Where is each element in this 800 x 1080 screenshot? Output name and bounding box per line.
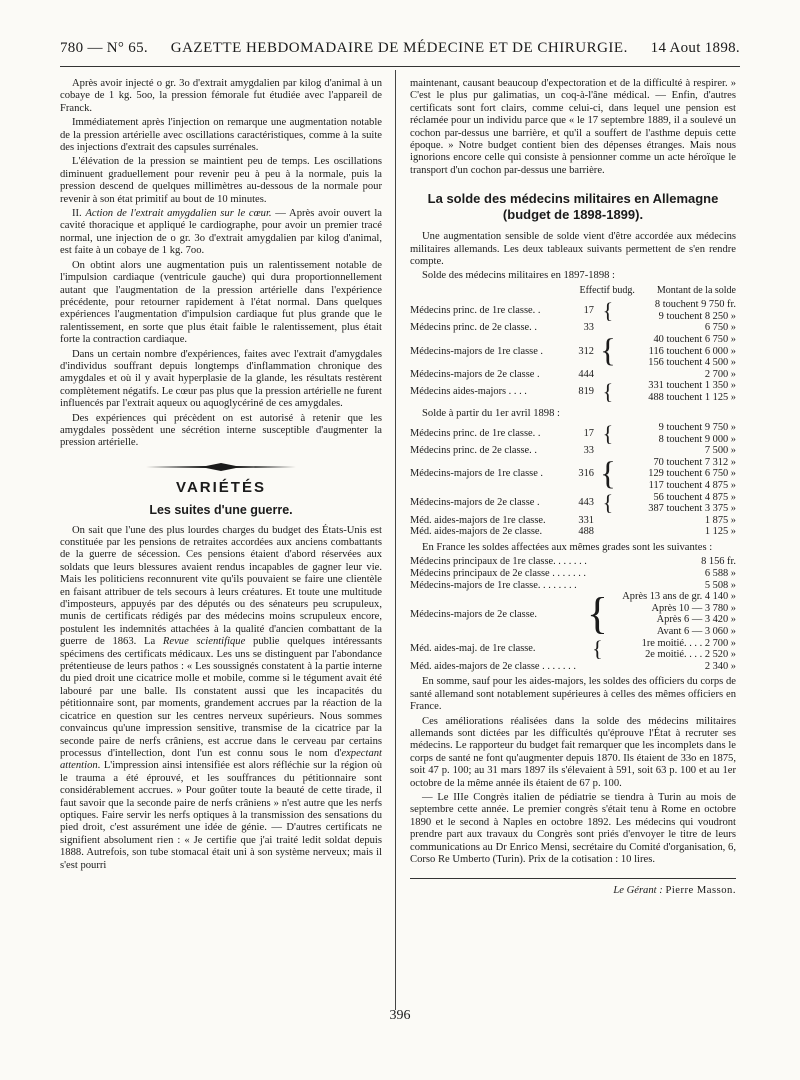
pay-amount: 1 125 » <box>704 526 736 538</box>
brace-glyph: { <box>602 297 614 323</box>
pay-amount: 8 156 fr. <box>701 556 736 568</box>
article-title: Les suites d'une guerre. <box>149 503 293 518</box>
pay-table-1898 <box>410 422 736 538</box>
article-text: publie quelques intéressants spécimens des certificats médicaux. Les uns se distinguent par l'abondance prétentieuse de leurs pathos : « Les soussignés constatent à la partie interne du pied droit une cicatrice molle et mobile, comme si le tégument avait été labouré par une balle. Ils constatent aussi que les incapacités du pétitionnaire sont, par moments, grandement accrues par la réaction de la cicatrice en question sur les centres nerveux supérieurs. Nous sommes convaincus qu'une impression sensitive, transmise de la cicatrice par la seconde paire de nerfs crâniens, est accrue dans le cerveau par certains processus d'intellection, dont l'un est connu sous le nom d' <box>60 636 382 759</box>
italic-term: expectant attention <box>60 747 382 772</box>
section-title: VARIÉTÉS <box>176 478 266 496</box>
pay-amount: Avant 6 — 3 060 » <box>656 625 736 637</box>
column-header-montant: Montant de la solde <box>656 284 736 296</box>
pay-amount: 1 875 » <box>704 514 736 526</box>
pay-amount: 6 750 » <box>704 322 736 334</box>
rank-label: Médecins-majors de 1re classe . <box>410 345 544 357</box>
rank-label: Médecins-majors de 2e classe . <box>410 497 540 509</box>
rank-label: Médecins princ. de 2e classe. . <box>410 322 537 334</box>
brace-glyph: { <box>592 636 603 662</box>
pay-table-france <box>410 556 736 672</box>
table-row <box>410 457 736 469</box>
header-date: 14 Aout 1898. <box>650 40 740 56</box>
pay-amount: 116 touchent 6 000 » <box>648 345 736 357</box>
table-row <box>410 661 736 673</box>
paragraph: Solde des médecins militaires en 1897-1898 : <box>422 270 616 282</box>
pay-amount: 9 touchent 8 250 » <box>658 310 736 322</box>
pay-amount: 1re moitié. . . . 2 700 » <box>641 637 736 649</box>
effectif-value: 17 <box>583 305 594 317</box>
rank-label: Médecins-majors de 2e classe. <box>410 608 537 620</box>
article-continuation: maintenant, causant beaucoup d'expectoration et de la difficulté à respirer. » C'est le plus pur galimatias, un coq-à-l'âne médical. — Enfin, d'autres certificats sont fort clairs, comme celui-ci, dans lequel une pension est réclamée pour un individu parce que « le 17 septembre 1889, il a soulevé un cochon par-dessus une barrière, et qu'il a souffert de l'asthme depuis cette époque. » Notre budget contient bien des dépenses étranges. Mais nous ignorions encore celle qui consiste à pensionner comme un acte héroïque le transport d'un cochon par-dessus une barrière. <box>410 78 736 176</box>
rank-label: Médecins principaux de 1re classe. . . . . . . <box>410 556 587 568</box>
gerant-signature <box>410 885 736 897</box>
paragraph: Une augmentation sensible de solde vient d'être accordée aux médecins militaires allemands. Les deux tableaux suivants permettent de s'en rendre compte. <box>410 231 736 268</box>
paragraph: Dans un certain nombre d'expériences, faites avec l'extrait d'amygdales d'individus souffrant depuis longtemps d'inflammation chronique des amygdales et où il y avait hyperplasie de la glande, les résultats restèrent complètement négatifs. Le cœur pas plus que la pression artérielle ne furent influencés par l'extrait aqueux ou aquoglycériné de ces amygdales. <box>60 348 382 410</box>
pay-amount: 129 touchent 6 750 » <box>648 468 736 480</box>
brace-glyph: { <box>602 490 614 516</box>
paragraph: — Le IIIe Congrès italien de pédiatrie se tiendra à Turin au mois de septembre cette année. Le premier congrès s'était tenu à Rome en octobre 1890 et le second à Naples en octobre 1892. Les médecins qui voudront prendre part aux travaux du Congrès sont priés d'envoyer le titre de leurs communications au Dr Enrico Mensi, secrétaire du Comité d'organisation, 6, Corso Re Umberto (Turin). Prix de la cotisation : 10 lires. <box>410 791 736 865</box>
rank-label: Médecins princ. de 1re classe. . <box>410 427 541 439</box>
closing-rule <box>410 878 736 879</box>
page-header <box>60 40 740 66</box>
article-text: On sait que l'une des plus lourdes charges du budget des États-Unis est constituée par les pensions de retraites accordées aux anciens combattants de la guerre de sécession. Ces pensions étaient d'abord réservées aux soldats que leurs blessures avaient rendus incapables de gagner leur vie. Mais les politiciens reconnurent vite qu'ils pouvaient se faire une clientèle en faisant attribuer de tels secours à leurs créatures. Et toute une multitude d'imposteurs, appuyés par des députés ou des sénateurs peu scrupuleux, munis de certificats rédigés par des médecins moins scrupuleux encore, postulent les indemnités attachées à la qualité d'ancien combattant de la guerre de 1863. La <box>60 524 382 648</box>
pay-amount: 2e moitié. . . . 2 520 » <box>645 649 736 661</box>
brace-glyph: { <box>602 379 614 405</box>
table-row <box>410 299 736 311</box>
section-number: II. <box>72 208 86 220</box>
pay-amount: Après 10 — 3 780 » <box>651 602 736 614</box>
paragraph: En somme, sauf pour les aides-majors, les soldes des officiers du corps de santé allemand sont notablement supérieures à celles des mêmes officiers en France. <box>410 676 736 713</box>
journal-name: Revue scientifique <box>162 636 246 648</box>
table-row <box>410 568 736 580</box>
rank-label: Médecins aides-majors . . . . <box>410 386 527 398</box>
brace-glyph: { <box>600 332 616 369</box>
column-divider <box>395 70 396 1010</box>
effectif-value: 331 <box>578 514 594 526</box>
pay-amount: 70 touchent 7 312 » <box>653 456 736 468</box>
pay-amount: 488 touchent 1 125 » <box>648 392 736 404</box>
paragraph-text: — Après avoir ouvert la cavité thoracique et appliqué le cardiographe, pour avoir un premier tracé normal, une injection de o gr. 3o d'extrait amygdalien par kilog d'animal, est faite à un cobaye de 1 kg. 7oo. <box>60 208 382 257</box>
rank-label: Médecins-majors de 1re classe. . . . . . . . <box>410 579 577 591</box>
brace-glyph: { <box>602 420 614 446</box>
article-paragraph <box>60 525 382 872</box>
effectif-value: 316 <box>578 468 594 480</box>
article-text: . L'impression ainsi intensifiée est alors réfléchie sur la région où le trauma a été éprouvé, et les souffrances du pétitionnaire sont considérablement accrues. » Pour goûter toute la beauté de cette tirade, il faut savoir que la seconde paire de nerfs crâniens » n'est autre que les nerfs optiques. Faire servir les nerfs optiques à la transmission des sensations du pied droit, c'est assurément une idée de génie. — D'autres certificats ne signifient absolument rien : « Je certifie que j'ai traité ledit soldat depuis 1888. Autrefois, son tube stomacal était uni à son système nerveux; mais il s'est pourri <box>60 760 382 871</box>
pay-amount: 8 touchent 9 750 fr. <box>654 299 736 311</box>
effectif-value: 17 <box>583 427 594 439</box>
effectif-value: 312 <box>578 345 594 357</box>
header-page-number: 780 — N° 65. <box>60 40 148 56</box>
pay-amount: 2 340 » <box>704 660 736 672</box>
rank-label: Médecins princ. de 2e classe. . <box>410 445 537 457</box>
table-row <box>410 515 736 527</box>
pay-amount: 8 touchent 9 000 » <box>658 433 736 445</box>
table-row <box>410 322 736 334</box>
rank-label: Méd. aides-majors de 2e classe. <box>410 526 543 538</box>
brace-glyph <box>587 568 608 580</box>
paragraph: Des expériences qui précèdent on est autorisé à retenir que les amygdales possèdent une sécrétion interne susceptible d'augmenter la pression artérielle. <box>60 412 382 449</box>
page-folio: 396 <box>389 1008 411 1023</box>
table-row <box>410 580 736 592</box>
rank-label: Médecins-majors de 1re classe . <box>410 468 544 480</box>
table-column-headers <box>410 285 736 297</box>
pay-table-1897 <box>410 299 736 403</box>
rank-label: Médecins principaux de 2e classe . . . . . . . <box>410 567 587 579</box>
pay-amount: 2 700 » <box>704 368 736 380</box>
pay-amount: 7 500 » <box>704 445 736 457</box>
gerant-name: Pierre Masson. <box>665 885 736 897</box>
column-header-effectif: Effectif budg. <box>579 284 635 296</box>
brace-glyph <box>600 526 616 538</box>
table-row <box>410 369 736 381</box>
pay-amount: 387 touchent 3 375 » <box>648 503 736 515</box>
paragraph: Immédiatement après l'injection on remarque une augmentation notable de la pression artérielle avec oscillations caractéristiques, comme à la suite des injections d'extrait des capsules surrénales. <box>60 117 382 154</box>
table-subheading: Solde à partir du 1er avril 1898 : <box>422 407 560 419</box>
paragraph: En France les soldes affectées aux mêmes grades sont les suivantes : <box>422 541 713 553</box>
paragraph: On obtint alors une augmentation puis un ralentissement notable de l'impulsion cardiaque (ventricule gauche) qui dura proportionnellement autant que l'augmentation de la pression artérielle dans l'expérience précédente, pour retourner rapidement à l'état normal. Dans quelques expériences l'augmentation d'impulsion cardiaque fut plus grande que le ralentissement, en sorte que plus était faible le ralentissement, plus était forte la contraction cardiaque. <box>60 259 382 346</box>
effectif-value: 33 <box>583 445 594 457</box>
header-rule <box>60 66 740 67</box>
table-row <box>410 526 736 538</box>
table-row <box>410 638 736 650</box>
gerant-label: Le Gérant : <box>613 885 666 897</box>
table-row <box>410 445 736 457</box>
effectif-value: 443 <box>578 497 594 509</box>
effectif-value: 33 <box>583 322 594 334</box>
rank-label: Médecins-majors de 2e classe . <box>410 368 540 380</box>
brace-glyph: { <box>600 455 616 492</box>
paragraph: L'élévation de la pression se maintient peu de temps. Les oscillations diminuent graduellement pour revenir peu à peu à la normale, puis la pression descend de quelques millimètres au-dessous de la normale pour revenir à son état primitif au bout de 10 minutes. <box>60 156 382 205</box>
left-column <box>60 78 382 874</box>
pay-amount: 331 touchent 1 350 » <box>648 380 736 392</box>
section-heading-italic: Action de l'extrait amygdalien sur le cœur. <box>85 208 272 220</box>
rank-label: Méd. aides-majors de 1re classe. <box>410 514 546 526</box>
paragraph-section-ii <box>60 208 382 258</box>
pay-amount: 9 touchent 9 750 » <box>658 422 736 434</box>
table-row <box>410 422 736 434</box>
article-title <box>410 191 736 223</box>
brace-glyph <box>587 556 608 568</box>
table-row <box>410 556 736 568</box>
pay-amount: Après 13 ans de gr. 4 140 » <box>622 591 736 603</box>
brace-glyph <box>600 515 616 527</box>
table-row <box>410 591 736 603</box>
header-journal-title: GAZETTE HEBDOMADAIRE DE MÉDECINE ET DE CHIRURGIE. <box>170 40 628 56</box>
effectif-value: 444 <box>578 368 594 380</box>
pay-amount: 6 588 » <box>704 567 736 579</box>
brace-glyph: { <box>586 589 608 639</box>
title-line: La solde des médecins militaires en Allemagne <box>427 191 719 207</box>
right-column <box>410 78 736 898</box>
ornament-rule <box>60 462 382 472</box>
pay-amount: 156 touchent 4 500 » <box>648 357 736 369</box>
pay-amount: 117 touchent 4 875 » <box>648 480 736 491</box>
pay-amount: 40 touchent 6 750 » <box>653 334 736 346</box>
rank-label: Méd. aides-majors de 2e classe . . . . . . . <box>410 660 576 672</box>
pay-amount: 5 508 » <box>704 579 736 591</box>
effectif-value: 819 <box>578 386 594 398</box>
paragraph: Après avoir injecté o gr. 3o d'extrait amygdalien par kilog d'animal à un cobaye de 1 kg. 5oo, la pression fémorale fut étudiée avec l'appareil de Franck. <box>60 78 382 114</box>
pay-amount: 56 touchent 4 875 » <box>653 491 736 503</box>
brace-glyph <box>587 661 608 673</box>
table-row <box>410 334 736 346</box>
paragraph: Ces améliorations réalisées dans la solde des médecins militaires allemands sont dictées par les difficultés qu'éprouve l'État à recruter ses médecins. Le rapporteur du budget fait remarquer que les incomplets dans le corps de santé ne font qu'augmenter depuis 1870. Ils étaient de 33o en 1875, soit 47 p. 100; au 31 mars 1897 ils s'élevaient à 591, soit 63 p. 100 et au 1er octobre de la même année ils étaient de 67 p. 100. <box>410 715 736 789</box>
title-line: (budget de 1898-1899). <box>502 207 644 223</box>
table-row <box>410 492 736 504</box>
rank-label: Médecins princ. de 1re classe. . <box>410 305 541 317</box>
effectif-value: 488 <box>578 526 594 538</box>
pay-amount: Après 6 — 3 420 » <box>656 614 736 626</box>
rank-label: Méd. aides-maj. de 1re classe. <box>410 643 536 655</box>
table-row <box>410 380 736 392</box>
